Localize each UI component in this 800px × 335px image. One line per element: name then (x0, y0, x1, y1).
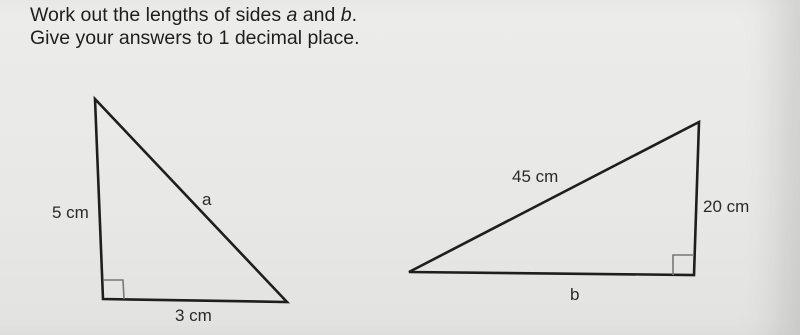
triangle-right (409, 122, 749, 304)
triangle-right-hypotenuse-label: 45 cm (512, 167, 559, 186)
triangle-left-bottom-side-label: 3 cm (175, 306, 212, 325)
triangle-right-vertical-side-label: 20 cm (703, 197, 750, 216)
triangle-left-outline (95, 99, 287, 302)
question-line-1-end: . (351, 4, 358, 26)
triangle-left-hypotenuse-label: a (202, 190, 212, 209)
question-line-1-middle: and (297, 4, 341, 26)
triangle-left-right-angle-marker (103, 280, 124, 299)
triangle-right-outline (409, 122, 699, 275)
variable-a: a (286, 4, 298, 26)
question-line-2: Give your answers to 1 decimal place. (30, 27, 360, 49)
triangle-right-right-angle-marker (673, 255, 694, 275)
triangle-left (52, 99, 287, 325)
triangle-left-vertical-side-label: 5 cm (52, 203, 89, 222)
variable-b: b (340, 4, 352, 26)
question-line-1-start: Work out the lengths of sides (30, 4, 287, 26)
triangle-right-bottom-side-label: b (570, 285, 580, 304)
